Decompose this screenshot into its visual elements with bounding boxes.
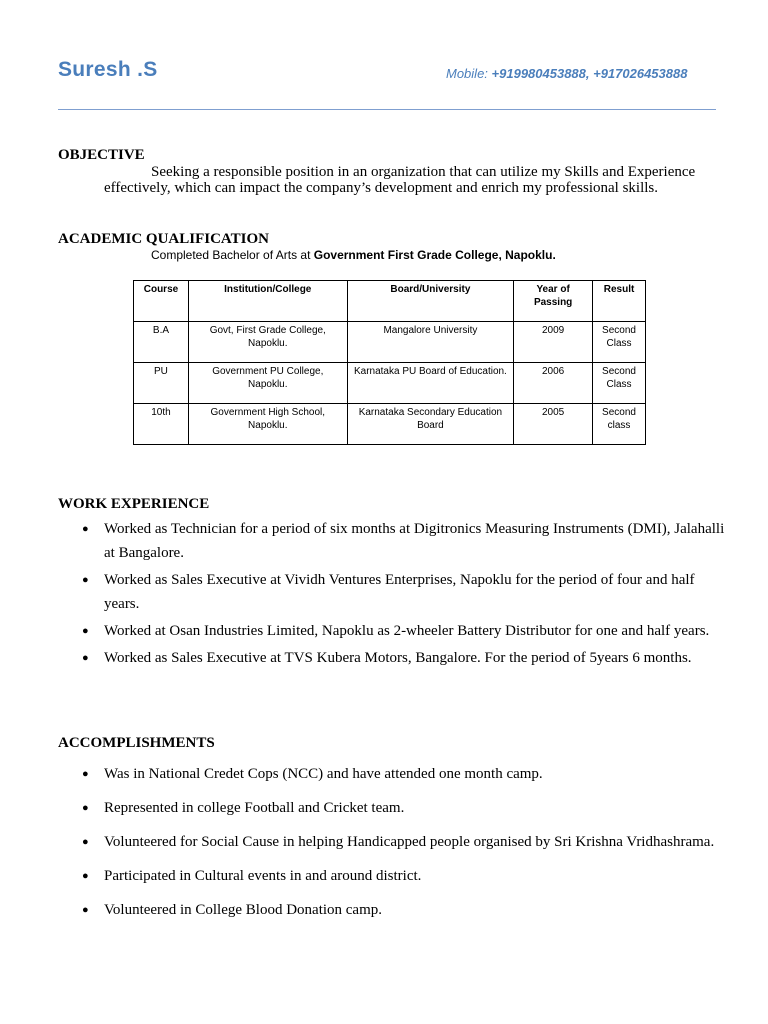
list-item-text: Worked as Sales Executive at Vividh Ventures Enterprises, Napoklu for the period of four and half years. [104,572,695,612]
bullet-icon: ● [82,574,89,586]
work-experience-list [80,517,730,673]
list-item [80,568,730,616]
header-board: Board/University [347,281,514,322]
bullet-icon: ● [82,836,89,848]
candidate-name: Suresh .S [58,58,158,81]
cell-course: B.A [134,322,189,363]
cell-result: Second Class [593,322,646,363]
cell-year: 2005 [514,404,593,445]
bullet-icon: ● [82,523,89,535]
list-item-text: Was in National Credet Cops (NCC) and have attended one month camp. [104,766,543,782]
cell-year: 2006 [514,363,593,404]
header-course: Course [134,281,189,322]
bullet-icon: ● [82,768,89,780]
academic-summary [151,248,556,262]
header-institution: Institution/College [188,281,347,322]
table-row [134,322,646,363]
objective-title: OBJECTIVE [58,147,145,163]
bullet-icon: ● [82,625,89,637]
list-item-text: Volunteered for Social Cause in helping Handicapped people organised by Sri Krishna Vridhashrama. [104,834,715,850]
list-item-text: Volunteered in College Blood Donation camp. [104,902,383,918]
list-item-text: Worked at Osan Industries Limited, Napoklu as 2-wheeler Battery Distributor for one and half years. [104,623,710,639]
list-item [80,831,730,853]
list-item [80,899,730,921]
academic-summary-prefix: Completed Bachelor of Arts at [151,248,314,262]
list-item [80,763,730,785]
cell-year: 2009 [514,322,593,363]
cell-result: Second class [593,404,646,445]
bullet-icon: ● [82,802,89,814]
bullet-icon: ● [82,870,89,882]
list-item-text: Participated in Cultural events in and around district. [104,868,422,884]
qualifications-table [133,280,646,445]
header-divider [58,109,716,110]
header-result: Result [593,281,646,322]
list-item [80,517,730,565]
table-row [134,363,646,404]
mobile-contact [446,66,687,81]
objective-text: Seeking a responsible position in an organization that can utilize my Skills and Experience effectively, which can impact the company’s development and enrich my professional skills. [104,164,696,196]
cell-board: Karnataka Secondary Education Board [347,404,514,445]
list-item [80,865,730,887]
cell-course: PU [134,363,189,404]
header-year: Year of Passing [514,281,593,322]
cell-result: Second Class [593,363,646,404]
list-item-text: Worked as Sales Executive at TVS Kubera Motors, Bangalore. For the period of 5years 6 months. [104,650,692,666]
list-item [80,619,730,643]
cell-institution: Govt, First Grade College, Napoklu. [188,322,347,363]
bullet-icon: ● [82,652,89,664]
work-experience-title: WORK EXPERIENCE [58,496,210,512]
accomplishments-list [80,763,730,933]
list-item-text: Represented in college Football and Cricket team. [104,800,405,816]
academic-title: ACADEMIC QUALIFICATION [58,231,269,247]
academic-summary-college: Government First Grade College, Napoklu. [313,248,556,262]
mobile-label: Mobile: [446,66,492,81]
bullet-icon: ● [82,904,89,916]
list-item [80,646,730,670]
accomplishments-title: ACCOMPLISHMENTS [58,735,215,751]
resume-header [58,58,716,110]
cell-board: Mangalore University [347,322,514,363]
cell-board: Karnataka PU Board of Education. [347,363,514,404]
list-item [80,797,730,819]
cell-institution: Government High School, Napoklu. [188,404,347,445]
cell-course: 10th [134,404,189,445]
cell-institution: Government PU College, Napoklu. [188,363,347,404]
mobile-numbers: +919980453888, +917026453888 [491,66,688,81]
table-header-row [134,281,646,322]
table-row [134,404,646,445]
list-item-text: Worked as Technician for a period of six months at Digitronics Measuring Instruments (DMI), Jalahalli at Bangalore. [104,521,725,561]
